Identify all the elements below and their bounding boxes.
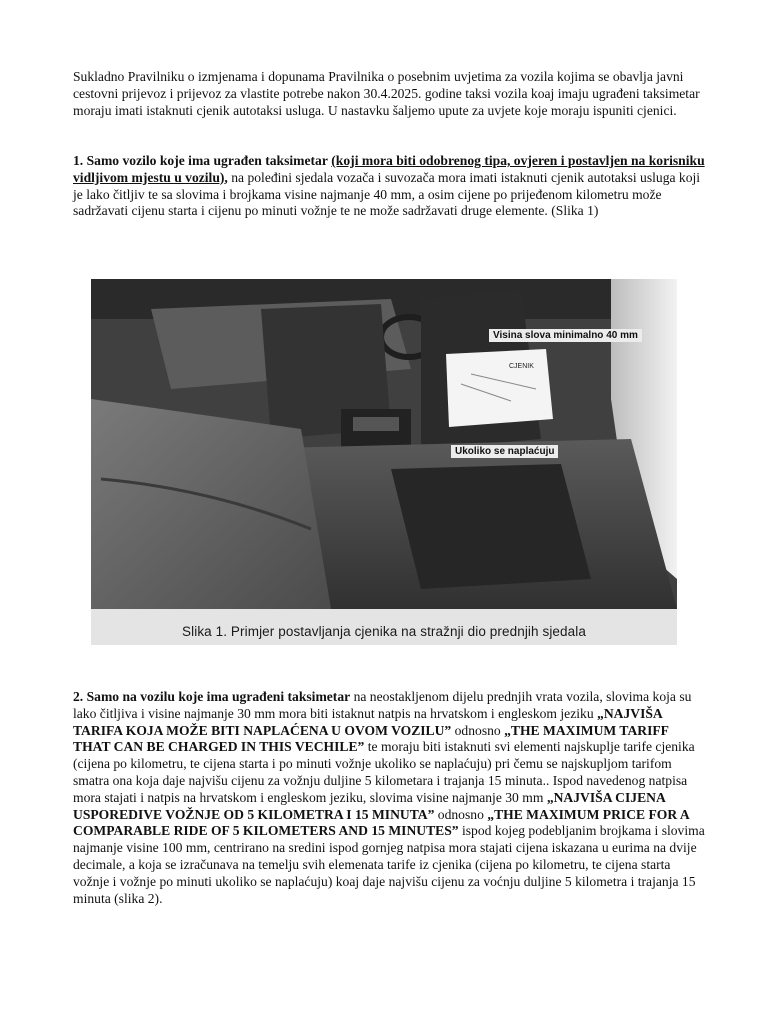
section-1-comma: , bbox=[224, 169, 228, 185]
section-1-underlined-condition: (koji mora biti odobrenog tipa, ovjeren i postavljen na korisniku vidljivom mjestu u vozilu) bbox=[73, 153, 705, 185]
section-1-lead: 1. Samo vozilo koje ima ugrađen taksimetar bbox=[73, 153, 328, 168]
intro-paragraph bbox=[73, 69, 705, 119]
section-2-text-4: odnosno bbox=[434, 806, 488, 822]
if-charged-label: Ukoliko se naplaćuju bbox=[451, 445, 558, 458]
section-2-lead: 2. Samo na vozilu koje ima ugrađeni taksimetar bbox=[73, 689, 351, 704]
section-2-sign-hr: „NAJVIŠA TARIFA KOJA MOŽE BITI NAPLAĆENA U OVOM VOZILU” bbox=[73, 705, 662, 738]
section-2-text-5: ispod kojeg podebljanim brojkama i slovima najmanje visine 100 mm, centrirano na sredini ispod gornjeg natpisa mora stajati cijena iskazana u eurima na dvije decimale, a koja se izračunava na temelju svih elemenata tarife iz cjenika (cijena po kilometru, te cijena starta vožnje i vožnje po minuti ukoliko se naplaćuju) koaj daje najvišu cijenu za voćnju duljine 5 kilometra i trajanja 15 minuta (slika 2). bbox=[73, 823, 705, 906]
letter-height-label: Visina slova minimalno 40 mm bbox=[489, 329, 642, 342]
section-2-price-sign-hr: „NAJVIŠA CIJENA USPOREDIVE VOŽNJE OD 5 KILOMETRA I 15 MINUTA” bbox=[73, 789, 666, 822]
section-1-paragraph bbox=[73, 153, 705, 220]
figure-1-photo bbox=[91, 279, 677, 645]
section-2-text-1: na neostakljenom dijelu prednjih vrata vozila, slovima koja su lako čitljiva i visine najmanje 30 mm mora biti istaknut natpis na hrvatskom i engleskom jeziku bbox=[73, 689, 692, 721]
section-2-price-sign-en: „THE MAXIMUM PRICE FOR A COMPARABLE RIDE OF 5 KILOMETERS AND 15 MINUTES” bbox=[73, 806, 689, 839]
section-2-sign-en: „THE MAXIMUM TARIFF THAT CAN BE CHARGED IN THIS VECHILE” bbox=[73, 722, 669, 755]
section-2-text-3: te moraju biti istaknuti svi elementi najskuplje tarife cjenika (cijena po kilometru, te cijena starta i po minuti vožnje ukoliko se naplaćuju) pri čemu se najskupljom tarifom smatra ona koja daje najvišu cijenu za vožnju duljine 5 kilometara i trajanja 15 minuta.. Ispod navedenog natpisa mora stajati i natpis na hrvatskom i engleskom jeziku, slovima visine najmanje 30 mm bbox=[73, 739, 695, 805]
price-card-title: CJENIK bbox=[509, 363, 534, 370]
intro-text: Sukladno Pravilniku o izmjenama i dopunama Pravilnika o posebnim uvjetima za vozila kojima se obavlja javni cestovni prijevoz i prijevoz za vlastite potrebe nakon 30.4.2025. godine taksi vozila koaj imaju ugrađeni taksimetar moraju imati istaknuti cjenik autotaksi usluga. U nastavku šaljemo upute za uvjete koje moraju ispuniti cjenici. bbox=[73, 69, 700, 118]
section-2-text-2: odnosno bbox=[451, 722, 505, 738]
figure-1-caption: Slika 1. Primjer postavljanja cjenika na stražnji dio prednjih sjedala bbox=[182, 624, 586, 639]
section-1-body: na poleđini sjedala vozača i suvozača mora imati istaknuti cjenik autotaksi usluga koji je lako čitljiv te sa slovima i brojkama visine najmanje 40 mm, a osim cijene po prijeđenom kilometru može sadržavati cijenu starta i cijenu po minuti vožnje te ne može sadržavati druge elemente. (Slika 1) bbox=[73, 169, 701, 219]
section-2-paragraph bbox=[73, 689, 705, 907]
